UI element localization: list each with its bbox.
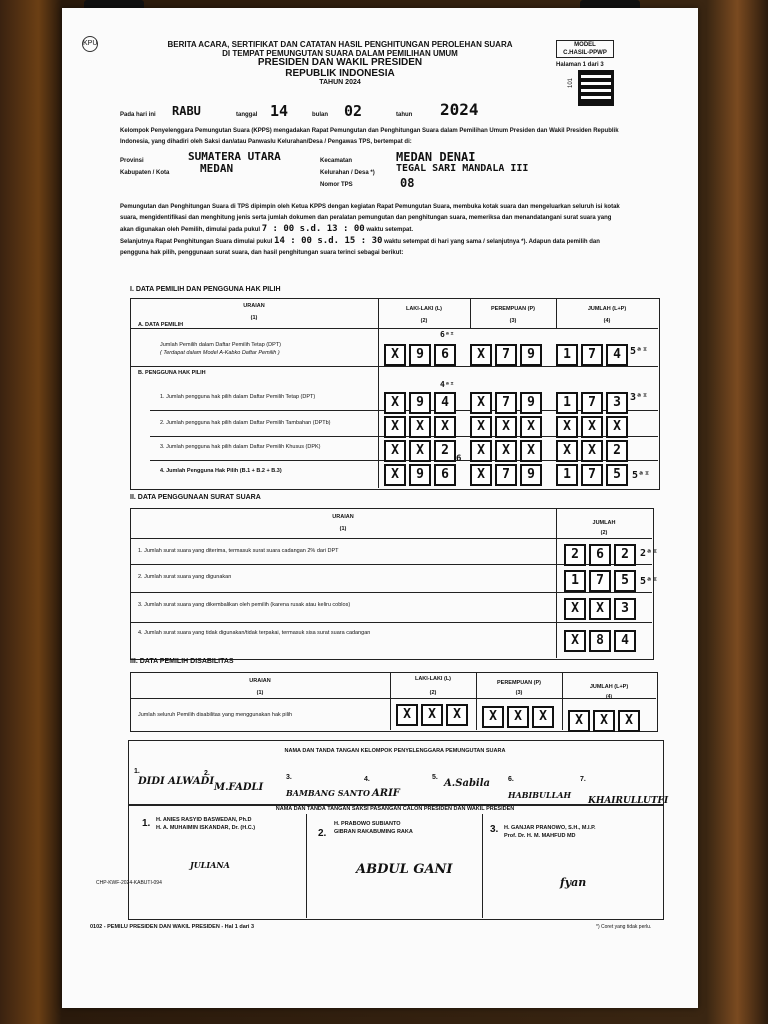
correction-b1: 4ᵃᶦ (440, 380, 455, 389)
kpps-num-6: 6. (508, 776, 514, 783)
s1-col-n2: (2) (420, 318, 428, 324)
row-b3-laki (384, 440, 456, 462)
digit-cell: 4 (434, 392, 456, 414)
digit-cell: 9 (409, 344, 431, 366)
s2-row-1-label: 1. Jumlah surat suara yang diterima, termasuk surat suara cadangan 2% dari DPT (138, 548, 339, 554)
correction-b4: 6 (456, 454, 462, 464)
kecamatan-value: MEDAN DENAI (396, 150, 476, 164)
digit-cell: 9 (520, 344, 542, 366)
digit-cell: 7 (589, 570, 611, 592)
saksi-signature-2: ABDUL GANI (356, 862, 453, 877)
small-doc-code: CHP-KWF-2024-KABUTI-094 (96, 880, 162, 886)
correction-a: 6ᵃᶦ (440, 330, 455, 339)
row-b4-label: 4. Jumlah Pengguna Hak Pilih (B.1 + B.2 + B.3) (160, 468, 282, 474)
model-box (556, 40, 614, 58)
digit-cell: 8 (589, 630, 611, 652)
day-label: Pada hari ini (120, 112, 156, 118)
kpps-signature-6: HABIBULLAH (508, 790, 572, 800)
digit-cell: 1 (556, 464, 578, 486)
row-b4-jumlah (556, 464, 628, 486)
kpps-signature-7: KHAIRULLUTFI (588, 796, 669, 806)
row-a-note: ( Terdapat dalam Model A-Kabko Daftar Pemilih ) (160, 350, 280, 356)
candidate-2 (334, 820, 413, 836)
row-b1-perempuan (470, 392, 542, 414)
section-3-title: III. DATA PEMILIH DISABILITAS (130, 658, 234, 665)
procedure-text: Pemungutan dan Penghitungan Suara di TPS dipimpin oleh Ketua KPPS dengan kegiatan Rapat Pemungutan Suara, membuka kotak suara dan mengeluarkan seluruh isi kotak suara, mengidentifikasi dan menghitung jenis serta jumlah dokumen dan peralatan pemungutan dan penghitungan suara, memeriksa dan menandatangani surat suara yang akan digunakan oleh Pemilih, dimulai pada pukul (120, 204, 620, 233)
candidate-2-vice: GIBRAN RAKABUMING RAKA (334, 829, 413, 835)
s3-col-p: PEREMPUAN (P) (496, 680, 541, 686)
digit-cell: X (409, 416, 431, 438)
time-start: 7 : 00 s.d. 13 : 00 (261, 224, 365, 234)
title-line-5: TAHUN 2024 (319, 79, 361, 86)
correction-a-right: 5ᵃᶦ (630, 346, 649, 357)
s2-col-uraian: URAIAN (332, 514, 354, 520)
page-count: Halaman 1 dari 3 (556, 62, 604, 68)
kabupaten-label: Kabupaten / Kota (120, 170, 170, 176)
continuation-paragraph (120, 236, 620, 259)
digit-cell: X (384, 416, 406, 438)
s1-col-n3: (3) (509, 318, 517, 324)
kpps-num-2: 2. (204, 770, 210, 777)
kpps-num-5: 5. (432, 774, 438, 781)
s3-col-n2: (2) (429, 690, 437, 696)
digit-cell: 7 (495, 392, 517, 414)
s3-col-uraian: URAIAN (249, 678, 271, 684)
digit-cell: 2 (434, 440, 456, 462)
s2-row-4-value (564, 630, 636, 652)
kpps-signature-5: A.Sabila (444, 778, 491, 789)
digit-cell: X (470, 344, 492, 366)
kpps-signature-4: ARIF (372, 788, 400, 799)
digit-cell: 7 (495, 464, 517, 486)
digit-cell: 4 (606, 344, 628, 366)
digit-cell: X (384, 392, 406, 414)
provinsi-value: SUMATERA UTARA (188, 150, 281, 163)
year-value: 2024 (440, 100, 479, 119)
row-b1-laki (384, 392, 456, 414)
year-label: tahun (396, 112, 413, 118)
digit-cell: X (434, 416, 456, 438)
digit-cell: X (384, 440, 406, 462)
digit-cell: X (564, 598, 586, 620)
digit-cell: 9 (409, 464, 431, 486)
digit-cell: 6 (434, 344, 456, 366)
s2-row-2-value (564, 570, 636, 592)
row-b3-jumlah (556, 440, 628, 462)
kpps-num-4: 4. (364, 776, 370, 783)
digit-cell: X (556, 416, 578, 438)
continuation-suffix: waktu setempat di hari yang sama / selanjutnya *). Adapun data pemilih dan pengguna hak pilih, penggunaan surat suara, dan hasil penghitungan suara terinci sebagai berikut: (120, 239, 600, 256)
digit-cell: X (495, 416, 517, 438)
continuation-text: Selanjutnya Rapat Penghitungan Suara dimulai pukul (120, 239, 273, 245)
tps-value: 08 (400, 176, 415, 190)
s3-col-l: LAKI-LAKI (L) (414, 676, 452, 682)
row-a-laki (384, 344, 456, 366)
digit-cell: X (495, 440, 517, 462)
digit-cell: 4 (614, 630, 636, 652)
title-line-2: DI TEMPAT PEMUNGUTAN SUARA DALAM PEMILIHAN UMUM (222, 49, 458, 58)
row-b3-label: 3. Jumlah pengguna hak pilih dalam Daftar Pemilih Khusus (DPK) (160, 444, 321, 450)
kelurahan-label: Kelurahan / Desa *) (320, 170, 375, 176)
candidate-3 (504, 824, 596, 840)
s3-col-n4: (4) (605, 694, 613, 700)
intro-paragraph: Kelompok Penyelenggara Pemungutan Suara (KPPS) mengadakan Rapat Pemungutan dan Penghitungan Suara dalam Pemilihan Umum Presiden dan Wakil Presiden Republik Indonesia, yang dihadiri oleh Saksi dan/atau Panwaslu Kelurahan/Desa / Pengawas TPS, bertempat di: (120, 128, 619, 145)
s3-perempuan (482, 706, 554, 728)
digit-cell: 5 (614, 570, 636, 592)
correction-b4-right: 5ᵃᶦ (632, 470, 651, 481)
row-a-jumlah (556, 344, 628, 366)
s1-col-l: LAKI-LAKI (L) (405, 306, 443, 312)
time-start-suffix: waktu setempat. (366, 227, 414, 233)
digit-cell: X (532, 706, 554, 728)
row-b4-laki (384, 464, 456, 486)
kpps-signature-3: BAMBANG SANTO (286, 788, 370, 798)
s2-col-n1: (1) (339, 526, 347, 532)
s3-laki (396, 704, 468, 726)
digit-cell: 7 (581, 344, 603, 366)
cand-num-1: 1. (142, 818, 151, 829)
digit-cell: X (446, 704, 468, 726)
s2-row-4-label: 4. Jumlah surat suara yang tidak digunakan/tidak terpakai, termasuk sisa surat suara cadangan (138, 630, 371, 636)
digit-cell: 9 (520, 392, 542, 414)
month-value: 02 (344, 102, 363, 120)
digit-cell: X (482, 706, 504, 728)
footer-code: 0102 - PEMILU PRESIDEN DAN WAKIL PRESIDEN - Hal 1 dari 3 (90, 924, 255, 930)
digit-cell: 9 (409, 392, 431, 414)
row-b2-jumlah (556, 416, 628, 438)
correction-r1: 2ᵃᶦ (640, 548, 659, 559)
s2-col-n2: (2) (600, 530, 608, 536)
qr-code-icon (578, 70, 614, 106)
row-b3-perempuan (470, 440, 542, 462)
title-line-4: REPUBLIK INDONESIA (285, 68, 395, 79)
digit-cell: X (581, 416, 603, 438)
digit-cell: 1 (556, 344, 578, 366)
digit-cell: X (593, 710, 615, 732)
candidate-2-president: H. PRABOWO SUBIANTO (334, 821, 401, 827)
tps-label: Nomor TPS (320, 182, 353, 188)
kpps-num-3: 3. (286, 774, 292, 781)
s2-row-3-label: 3. Jumlah surat suara yang dikembalikan oleh pemilih (karena rusak atau keliru coblos) (138, 602, 351, 608)
s1-col-p: PEREMPUAN (P) (490, 306, 535, 312)
s3-row-label: Jumlah seluruh Pemilih disabilitas yang menggunakan hak pilih (138, 712, 293, 718)
digit-cell: X (507, 706, 529, 728)
digit-cell: 5 (606, 464, 628, 486)
saksi-title: NAMA DAN TANDA TANGAN SAKSI PASANGAN CALON PRESIDEN DAN WAKIL PRESIDEN (275, 806, 515, 812)
s3-col-n3: (3) (515, 690, 523, 696)
s3-col-j: JUMLAH (L+P) (589, 684, 629, 690)
time-count: 14 : 00 s.d. 15 : 30 (274, 236, 383, 246)
s2-row-3-value (564, 598, 636, 620)
s1-col-j: JUMLAH (L+P) (587, 306, 627, 312)
title-line-1: BERITA ACARA, SERTIFIKAT DAN CATATAN HASIL PENGHITUNGAN PEROLEHAN SUARA (167, 40, 513, 49)
row-b1-label: 1. Jumlah pengguna hak pilih dalam Daftar Pemilih Tetap (DPT) (160, 394, 316, 400)
row-a-label: Jumlah Pemilih dalam Daftar Pemilih Tetap (DPT) (160, 342, 281, 348)
saksi-signature-3: fyan (560, 876, 587, 889)
s2-col-j: JUMLAH (592, 520, 616, 526)
digit-cell: X (606, 416, 628, 438)
digit-cell: 7 (581, 392, 603, 414)
month-label: bulan (312, 112, 328, 118)
row-b2-perempuan (470, 416, 542, 438)
digit-cell: X (409, 440, 431, 462)
digit-cell: 1 (564, 570, 586, 592)
s2-row-1-value (564, 544, 636, 566)
digit-cell: X (564, 630, 586, 652)
section-b-title: B. PENGGUNA HAK PILIH (138, 370, 206, 376)
footer-note: *) Coret yang tidak perlu. (596, 924, 652, 930)
s1-col-n4: (4) (603, 318, 611, 324)
model-label: MODEL (574, 42, 596, 48)
kecamatan-label: Kecamatan (320, 158, 353, 164)
kpps-title: NAMA DAN TANDA TANGAN KELOMPOK PENYELENGGARA PEMUNGUTAN SUARA (284, 748, 506, 754)
digit-cell: 9 (520, 464, 542, 486)
qr-number: 101 (568, 77, 575, 89)
digit-cell: X (470, 416, 492, 438)
digit-cell: X (520, 440, 542, 462)
kpu-logo-icon: KPU (82, 36, 98, 52)
digit-cell: X (384, 464, 406, 486)
kelurahan-value: TEGAL SARI MANDALA III (396, 163, 529, 174)
section-2-title: II. DATA PENGGUNAAN SURAT SUARA (130, 494, 261, 501)
row-b4-perempuan (470, 464, 542, 486)
digit-cell: X (470, 464, 492, 486)
candidate-3-vice: Prof. Dr. H. M. MAHFUD MD (504, 833, 576, 839)
digit-cell: 6 (589, 544, 611, 566)
digit-cell: 6 (434, 464, 456, 486)
correction-r2: 5ᵃᶦ (640, 576, 659, 587)
row-b2-laki (384, 416, 456, 438)
saksi-signature-1: JULIANA (190, 860, 230, 870)
digit-cell: X (589, 598, 611, 620)
row-b1-jumlah (556, 392, 628, 414)
digit-cell: X (581, 440, 603, 462)
digit-cell: 2 (564, 544, 586, 566)
candidate-1-president: H. ANIES RASYID BASWEDAN, Ph.D (156, 817, 252, 823)
cand-num-3: 3. (490, 824, 499, 835)
provinsi-label: Provinsi (120, 158, 144, 164)
title-line-3: PRESIDEN DAN WAKIL PRESIDEN (257, 57, 423, 68)
s2-row-2-label: 2. Jumlah surat suara yang digunakan (138, 574, 232, 580)
digit-cell: X (470, 440, 492, 462)
kabupaten-value: MEDAN (200, 162, 234, 175)
row-b2-label: 2. Jumlah pengguna hak pilih dalam Daftar Pemilih Tambahan (DPTb) (160, 420, 331, 426)
kpps-signature-1: DIDI ALWADI (138, 776, 214, 787)
day-value: RABU (172, 104, 201, 118)
digit-cell: 3 (614, 598, 636, 620)
digit-cell: 2 (614, 544, 636, 566)
date-label: tanggal (236, 112, 258, 118)
digit-cell: X (396, 704, 418, 726)
cand-num-2: 2. (318, 828, 327, 839)
digit-cell: X (470, 392, 492, 414)
s3-jumlah (568, 710, 640, 732)
model-code: C.HASIL-PPWP (563, 50, 607, 56)
digit-cell: X (384, 344, 406, 366)
s1-col-n1: (1) (250, 315, 258, 321)
section-1-title: I. DATA PEMILIH DAN PENGGUNA HAK PILIH (130, 286, 281, 293)
digit-cell: X (556, 440, 578, 462)
digit-cell: X (618, 710, 640, 732)
digit-cell: 7 (581, 464, 603, 486)
correction-b1-right: 3ᵃᶦ (630, 392, 649, 403)
digit-cell: 7 (495, 344, 517, 366)
digit-cell: X (520, 416, 542, 438)
kpps-num-1: 1. (134, 768, 140, 775)
digit-cell: 3 (606, 392, 628, 414)
s3-col-n1: (1) (256, 690, 264, 696)
digit-cell: 1 (556, 392, 578, 414)
candidate-1 (156, 816, 255, 832)
section-a-title: A. DATA PEMILIH (138, 322, 184, 328)
digit-cell: 2 (606, 440, 628, 462)
kpps-signature-2: M.FADLI (214, 782, 264, 793)
s1-col-uraian: URAIAN (243, 303, 265, 309)
digit-cell: X (568, 710, 590, 732)
candidate-3-president: H. GANJAR PRANOWO, S.H., M.I.P. (504, 825, 596, 831)
row-a-perempuan (470, 344, 542, 366)
digit-cell: X (421, 704, 443, 726)
candidate-1-vice: H. A. MUHAIMIN ISKANDAR, Dr. (H.C.) (156, 825, 256, 831)
date-value: 14 (270, 102, 289, 120)
procedure-paragraph (120, 202, 620, 236)
kpps-num-7: 7. (580, 776, 586, 783)
